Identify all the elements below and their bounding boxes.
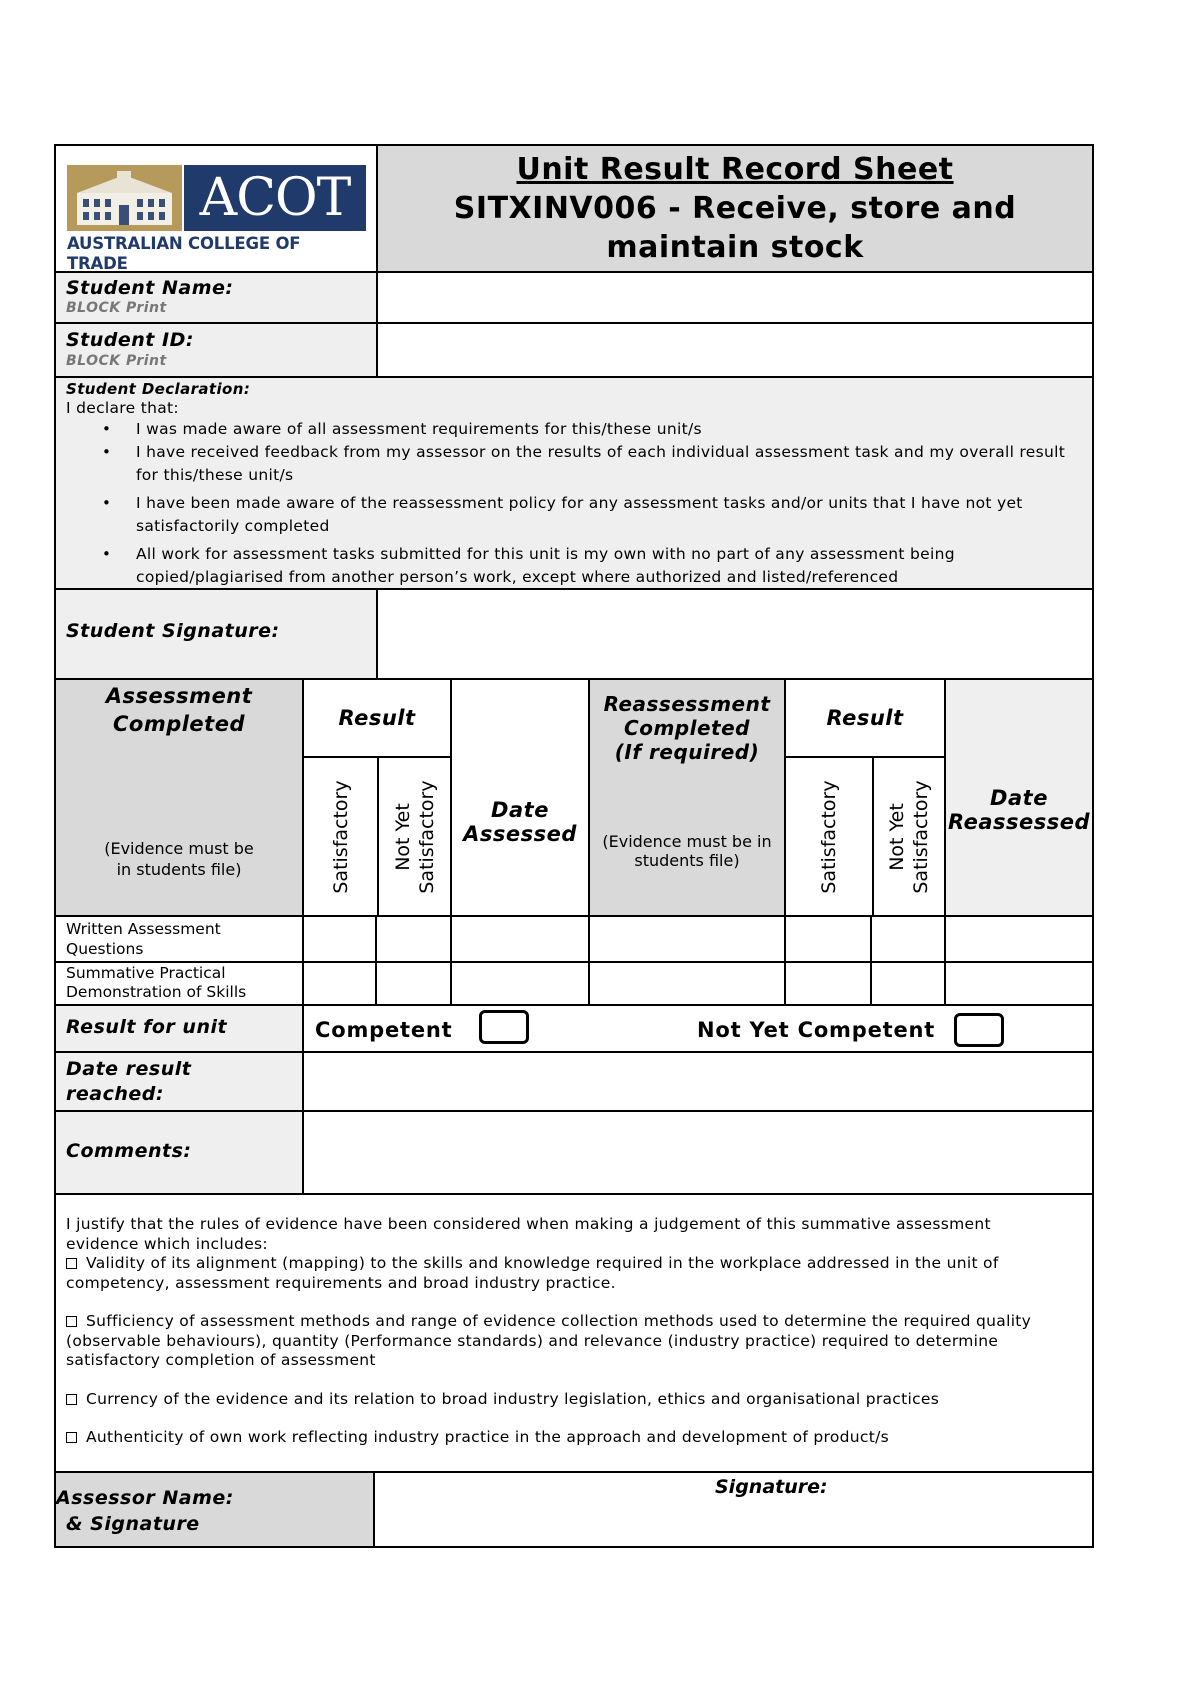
comments-field[interactable] xyxy=(302,1112,1092,1193)
justification-item-authenticity xyxy=(66,1428,1052,1448)
competent-label: Competent xyxy=(315,1018,453,1042)
assessor-field[interactable] xyxy=(373,1473,1092,1546)
date-result-row xyxy=(54,1051,1094,1110)
not-yet-label-2-l2: Satisfactory xyxy=(910,779,932,894)
header-row xyxy=(54,144,1094,271)
satisfactory-col-header xyxy=(304,758,377,915)
student-name-field[interactable] xyxy=(376,273,1092,322)
not-yet-label-2 xyxy=(885,780,933,893)
table-row xyxy=(54,961,1094,1004)
reassessment-l3: (If required) xyxy=(614,740,760,764)
result-group-2 xyxy=(784,680,944,915)
date-result-field[interactable] xyxy=(302,1053,1092,1110)
date-result-label-l2: reached: xyxy=(66,1083,164,1105)
assessor-signature-label: & Signature xyxy=(66,1513,200,1535)
result-header-1: Result xyxy=(304,680,450,758)
sufficiency-text: Sufficiency of assessment methods and range of evidence collection methods used to determine the required quality (observable behaviours), quantity (Performance standards) and relevance (industry practice) required to determine satisfactory completion of assessment xyxy=(66,1312,1032,1369)
not-yet-satisfactory-cell[interactable] xyxy=(375,963,450,1004)
student-id-row xyxy=(54,322,1094,376)
assessment-name-l1: Written Assessment xyxy=(66,920,221,938)
authenticity-text: Authenticity of own work reflecting industry practice in the approach and development of product/s xyxy=(86,1428,889,1446)
assessment-name-cell xyxy=(56,917,302,961)
assessment-name-l2: Questions xyxy=(66,940,144,958)
date-reassessed-l2: Reassessed xyxy=(947,810,1091,834)
assessment-name-l2: Demonstration of Skills xyxy=(66,983,247,1001)
not-yet-satisfactory-cell-2[interactable] xyxy=(870,963,944,1004)
assessment-name-cell xyxy=(56,963,302,1004)
student-id-field[interactable] xyxy=(376,324,1092,376)
student-id-hint: BLOCK Print xyxy=(66,353,167,369)
student-name-hint: BLOCK Print xyxy=(66,300,167,316)
building-icon xyxy=(67,165,182,231)
not-yet-label-l1: Not Yet xyxy=(391,802,414,871)
reassessment-cell[interactable] xyxy=(588,963,784,1004)
justification-intro: I justify that the rules of evidence have been considered when making a judgement of this summative assessment evidence which includes: xyxy=(66,1215,991,1253)
comments-row xyxy=(54,1110,1094,1193)
evidence-note-l1: (Evidence must be xyxy=(104,839,254,858)
date-reassessed-cell[interactable] xyxy=(944,963,1092,1004)
logo-cell xyxy=(56,146,376,271)
date-assessed-l2: Assessed xyxy=(463,822,577,846)
date-assessed-cell[interactable] xyxy=(450,917,588,961)
declaration-heading: Student Declaration: xyxy=(66,380,251,398)
satisfactory-col-header-2 xyxy=(786,758,872,915)
declaration-item: • All work for assessment tasks submitted for this unit is my own with no part of any assessment being copied/plagiarised from another person’s work, except where authorized and listed/referenced xyxy=(56,543,1082,589)
not-yet-satisfactory-cell[interactable] xyxy=(375,917,450,961)
record-sheet xyxy=(54,144,1094,1548)
not-yet-col-header-2 xyxy=(872,758,944,915)
student-signature-label: Student Signature: xyxy=(66,620,280,642)
justification-item-sufficiency xyxy=(66,1312,1052,1371)
student-signature-field[interactable] xyxy=(376,590,1092,678)
reassessment-header xyxy=(588,680,784,915)
sufficiency-checkbox[interactable] xyxy=(66,1316,77,1327)
result-group-1 xyxy=(302,680,450,915)
date-result-label-cell xyxy=(56,1053,302,1110)
unit-title-line1: SITXINV006 - Receive, store and xyxy=(453,191,1017,226)
result-for-unit-options xyxy=(302,1006,1092,1051)
table-row xyxy=(54,915,1094,961)
date-result-label-l1: Date result xyxy=(66,1058,192,1080)
justification-row xyxy=(54,1193,1094,1471)
reassessment-l1: Reassessment xyxy=(603,692,771,716)
student-name-row xyxy=(54,271,1094,322)
student-signature-row xyxy=(54,588,1094,678)
logo-subtitle: AUSTRALIAN COLLEGE OF TRADE xyxy=(67,234,301,273)
date-assessed-cell[interactable] xyxy=(450,963,588,1004)
assessor-row xyxy=(54,1471,1094,1548)
not-yet-label-2-l1: Not Yet xyxy=(886,802,908,871)
satisfactory-cell-2[interactable] xyxy=(784,917,870,961)
student-id-label-cell xyxy=(56,324,376,376)
student-signature-label-cell xyxy=(56,590,376,678)
assessment-completed-l2: Completed xyxy=(112,712,245,736)
satisfactory-cell[interactable] xyxy=(302,917,375,961)
authenticity-checkbox[interactable] xyxy=(66,1432,77,1443)
declaration-item: • I have been made aware of the reassessment policy for any assessment tasks and/or units that I have not yet satisfactorily completed xyxy=(56,492,1082,538)
student-id-label: Student ID: xyxy=(66,329,194,351)
currency-checkbox[interactable] xyxy=(66,1394,77,1405)
reassess-note-l2: students file) xyxy=(634,851,740,870)
not-yet-label xyxy=(391,780,439,893)
unit-title-line2: maintain stock xyxy=(606,230,864,265)
assessor-label-cell xyxy=(56,1473,373,1546)
not-yet-col-header xyxy=(377,758,450,915)
satisfactory-label-2: Satisfactory xyxy=(818,779,840,894)
satisfactory-label: Satisfactory xyxy=(329,779,352,894)
reassessment-cell[interactable] xyxy=(588,917,784,961)
date-assessed-header xyxy=(450,680,588,915)
comments-label: Comments: xyxy=(66,1140,192,1162)
signature-label: Signature: xyxy=(715,1476,828,1498)
reassessment-l2: Completed xyxy=(624,716,750,740)
reassess-note-l1: (Evidence must be in xyxy=(602,832,772,851)
logo-brand: ACOT xyxy=(199,168,351,228)
declaration-list xyxy=(56,418,1082,589)
validity-text: Validity of its alignment (mapping) to the skills and knowledge required in the workplace addressed in the unit of competency, assessment requirements and broad industry practice. xyxy=(66,1254,999,1292)
student-name-label-cell xyxy=(56,273,376,322)
result-for-unit-row xyxy=(54,1004,1094,1051)
page-title: Unit Result Record Sheet xyxy=(516,152,954,187)
result-header-2: Result xyxy=(786,680,944,758)
satisfactory-cell[interactable] xyxy=(302,963,375,1004)
assessor-name-label: Assessor Name: xyxy=(56,1487,234,1509)
satisfactory-cell-2[interactable] xyxy=(784,963,870,1004)
assessment-name-l1: Summative Practical xyxy=(66,964,226,982)
student-name-label: Student Name: xyxy=(66,277,234,299)
declaration-row xyxy=(54,376,1094,588)
title-cell xyxy=(376,146,1092,271)
validity-checkbox[interactable] xyxy=(66,1258,77,1269)
competent-checkbox[interactable] xyxy=(479,1010,529,1044)
assessment-completed-header xyxy=(56,680,302,915)
comments-label-cell xyxy=(56,1112,302,1193)
justification-item-validity xyxy=(66,1254,1052,1293)
currency-text: Currency of the evidence and its relation to broad industry legislation, ethics and organisational practices xyxy=(86,1389,940,1408)
result-for-unit-label-cell xyxy=(56,1006,302,1051)
date-assessed-l1: Date xyxy=(491,798,549,822)
justification-item-currency xyxy=(66,1390,1052,1410)
not-yet-satisfactory-cell-2[interactable] xyxy=(870,917,944,961)
logo-brand-block xyxy=(184,165,366,231)
assessment-completed-l1: Assessment xyxy=(105,684,253,708)
declaration-item: • I have received feedback from my assessor on the results of each individual assessment task and my overall result for this/these unit/s xyxy=(56,441,1082,487)
declaration-intro: I declare that: xyxy=(66,399,179,417)
date-reassessed-header xyxy=(944,680,1092,915)
date-reassessed-l1: Date xyxy=(990,786,1048,810)
not-yet-competent-label: Not Yet Competent xyxy=(697,1018,936,1042)
assessment-table-header xyxy=(54,678,1094,915)
acot-logo xyxy=(67,165,366,273)
result-for-unit-label: Result for unit xyxy=(66,1016,228,1038)
not-yet-competent-checkbox[interactable] xyxy=(954,1013,1004,1047)
not-yet-label-l2: Satisfactory xyxy=(415,779,438,894)
evidence-note-l2: in students file) xyxy=(116,860,242,879)
date-reassessed-cell[interactable] xyxy=(944,917,1092,961)
declaration-item: • I was made aware of all assessment requirements for this/these unit/s xyxy=(56,418,1082,441)
